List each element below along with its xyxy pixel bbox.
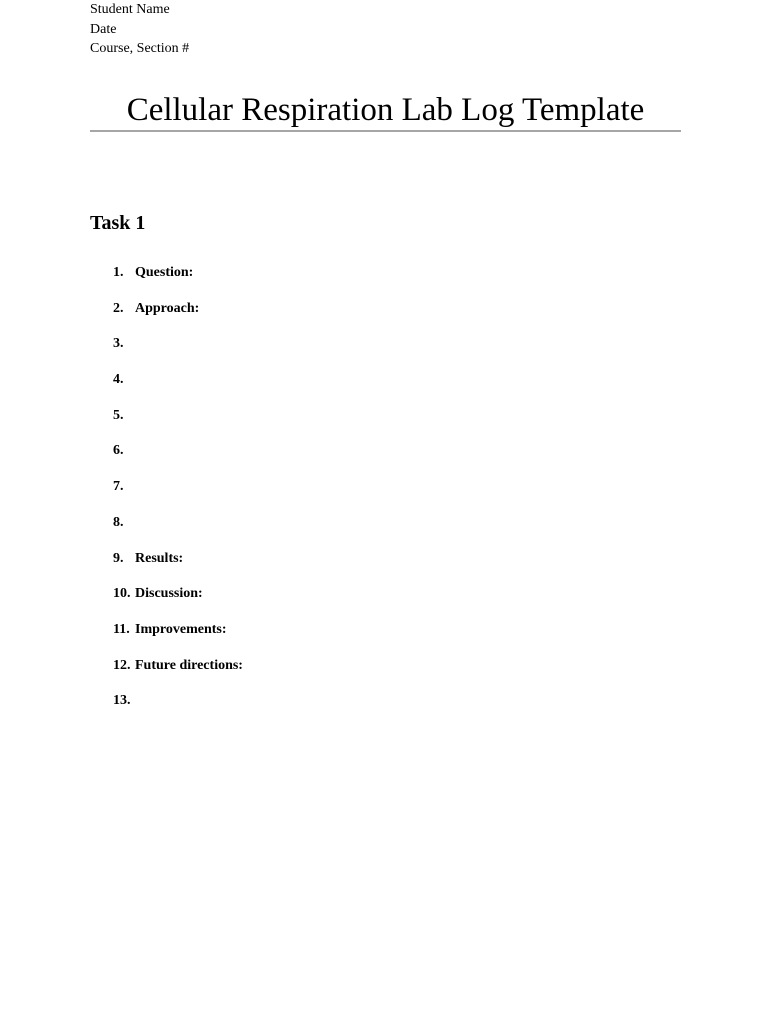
list-item-number: 6. xyxy=(113,443,124,459)
list-item xyxy=(113,370,673,406)
document-title: Cellular Respiration Lab Log Template xyxy=(126,92,645,128)
student-name-line: Student Name xyxy=(90,2,170,17)
list-item-number: 10. xyxy=(113,586,131,602)
list-item-label: Discussion: xyxy=(135,586,203,602)
list-item-number: 4. xyxy=(113,372,124,388)
task-item-list xyxy=(113,263,673,727)
list-item xyxy=(113,513,673,549)
list-item-label: Results: xyxy=(135,550,184,566)
date-line: Date xyxy=(90,21,117,37)
list-item-label: Improvements: xyxy=(135,621,227,637)
list-item-number: 2. xyxy=(113,300,124,316)
list-item-number: 9. xyxy=(113,550,124,566)
title-block xyxy=(90,88,681,132)
list-item xyxy=(113,691,673,727)
list-item xyxy=(113,656,673,692)
list-item xyxy=(113,620,673,656)
list-item-number: 5. xyxy=(113,407,124,423)
list-item-number: 13. xyxy=(113,693,131,709)
list-item-number: 3. xyxy=(113,336,124,352)
list-item-label: Question: xyxy=(135,265,194,280)
list-item xyxy=(113,299,673,335)
list-item-label: Future directions: xyxy=(135,657,243,673)
list-item-number: 7. xyxy=(113,479,124,495)
list-item xyxy=(113,584,673,620)
list-item xyxy=(113,263,673,299)
list-item-label: Approach: xyxy=(135,300,200,316)
list-item-number: 1. xyxy=(113,265,124,280)
list-item xyxy=(113,334,673,370)
task-heading: Task 1 xyxy=(90,212,146,234)
list-item xyxy=(113,477,673,513)
list-item-number: 12. xyxy=(113,657,131,673)
list-item-number: 8. xyxy=(113,514,124,530)
list-item xyxy=(113,549,673,585)
student-header xyxy=(90,0,490,59)
list-item xyxy=(113,406,673,442)
list-item xyxy=(113,441,673,477)
list-item-number: 11. xyxy=(113,621,130,637)
course-section-line: Course, Section # xyxy=(90,41,190,56)
